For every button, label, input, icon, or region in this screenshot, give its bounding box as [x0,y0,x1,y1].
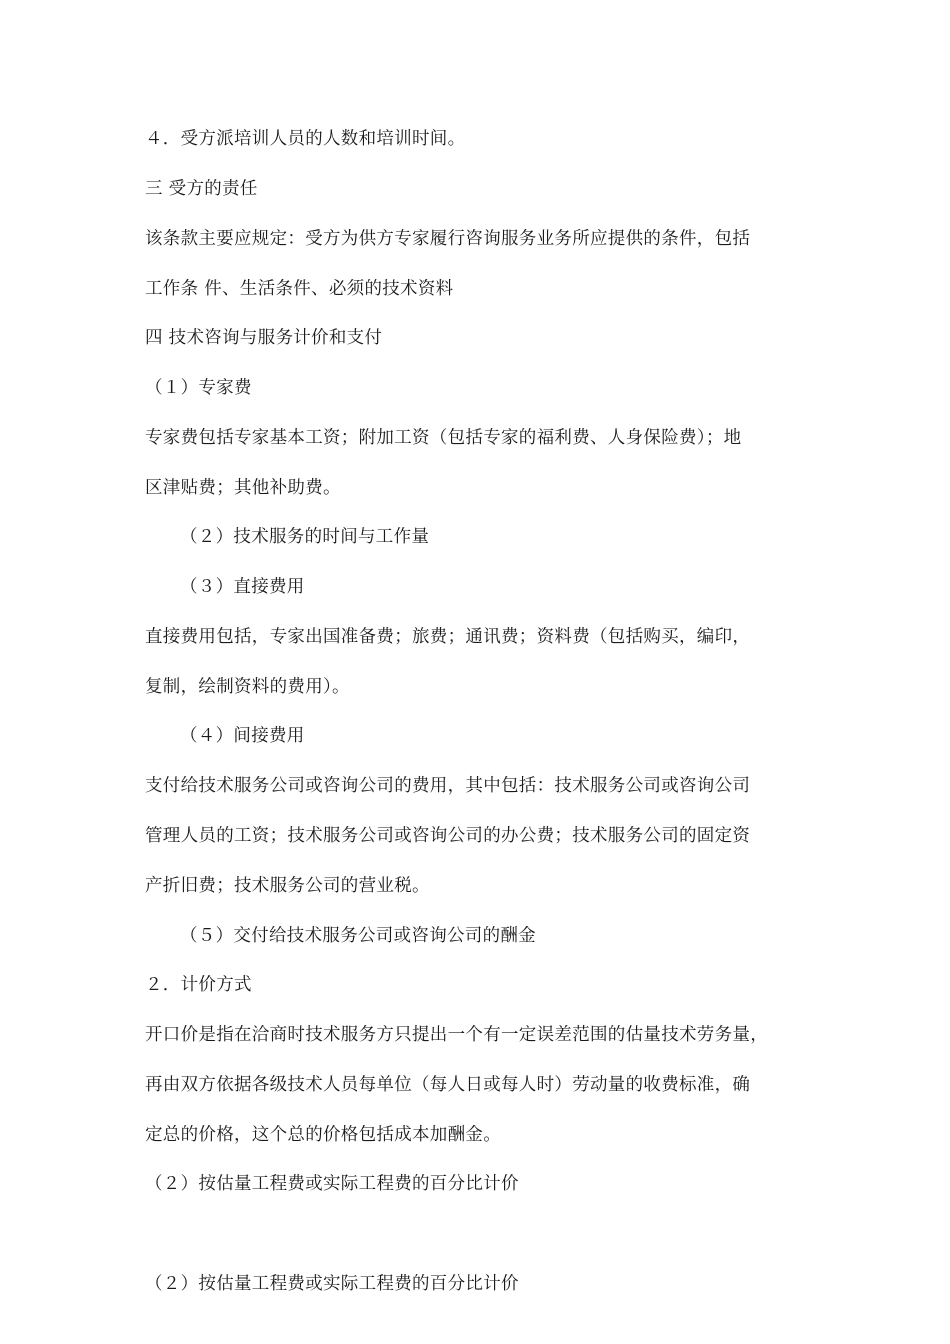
item-4-training-staff: ４．受方派培训人员的人数和培训时间。 [145,129,466,149]
item-2-pricing-method: ２．计价方式 [145,975,252,995]
paragraph-line: 管理人员的工资；技术服务公司或咨询公司的办公费；技术服务公司的固定资 [145,826,751,846]
subheading-service-time: （２）技术服务的时间与工作量 [180,527,430,547]
paragraph-line: 直接费用包括，专家出国准备费；旅费；通讯费；资料费（包括购买，编印， [145,627,751,647]
subheading-direct-cost: （３）直接费用 [180,577,305,597]
paragraph-line: 开口价是指在洽商时技术服务方只提出一个有一定误差范围的估量技术劳务量， [145,1025,768,1045]
paragraph-line: 专家费包括专家基本工资；附加工资（包括专家的福利费、人身保险费）；地 [145,428,742,448]
section-3-heading: 三 受方的责任 [145,179,258,199]
paragraph-line: 工作条 件、生活条件、必须的技术资料 [145,279,454,299]
paragraph-line: 复制，绘制资料的费用）。 [145,677,350,697]
paragraph-line: 再由双方依据各级技术人员每单位（每人日或每人时）劳动量的收费标准，确 [145,1075,751,1095]
paragraph-line: 产折旧费；技术服务公司的营业税。 [145,876,430,896]
paragraph-line: 区津贴费；其他补助费。 [145,478,341,498]
subheading-remuneration: （５）交付给技术服务公司或咨询公司的酬金 [180,926,536,946]
paragraph-line: 支付给技术服务公司或咨询公司的费用，其中包括：技术服务公司或咨询公司 [145,776,751,796]
paragraph-line: 定总的价格，这个总的价格包括成本加酬金。 [145,1125,501,1145]
subheading-percentage-pricing: （２）按估量工程费或实际工程费的百分比计价 [145,1174,519,1194]
subheading-expert-fee: （１）专家费 [145,378,252,398]
subheading-indirect-cost: （４）间接费用 [180,726,305,746]
subheading-percentage-pricing-repeat: （２）按估量工程费或实际工程费的百分比计价 [145,1274,519,1294]
section-4-heading: 四 技术咨询与服务计价和支付 [145,328,383,348]
paragraph-line: 该条款主要应规定：受方为供方专家履行咨询服务业务所应提供的条件，包括 [145,229,751,249]
